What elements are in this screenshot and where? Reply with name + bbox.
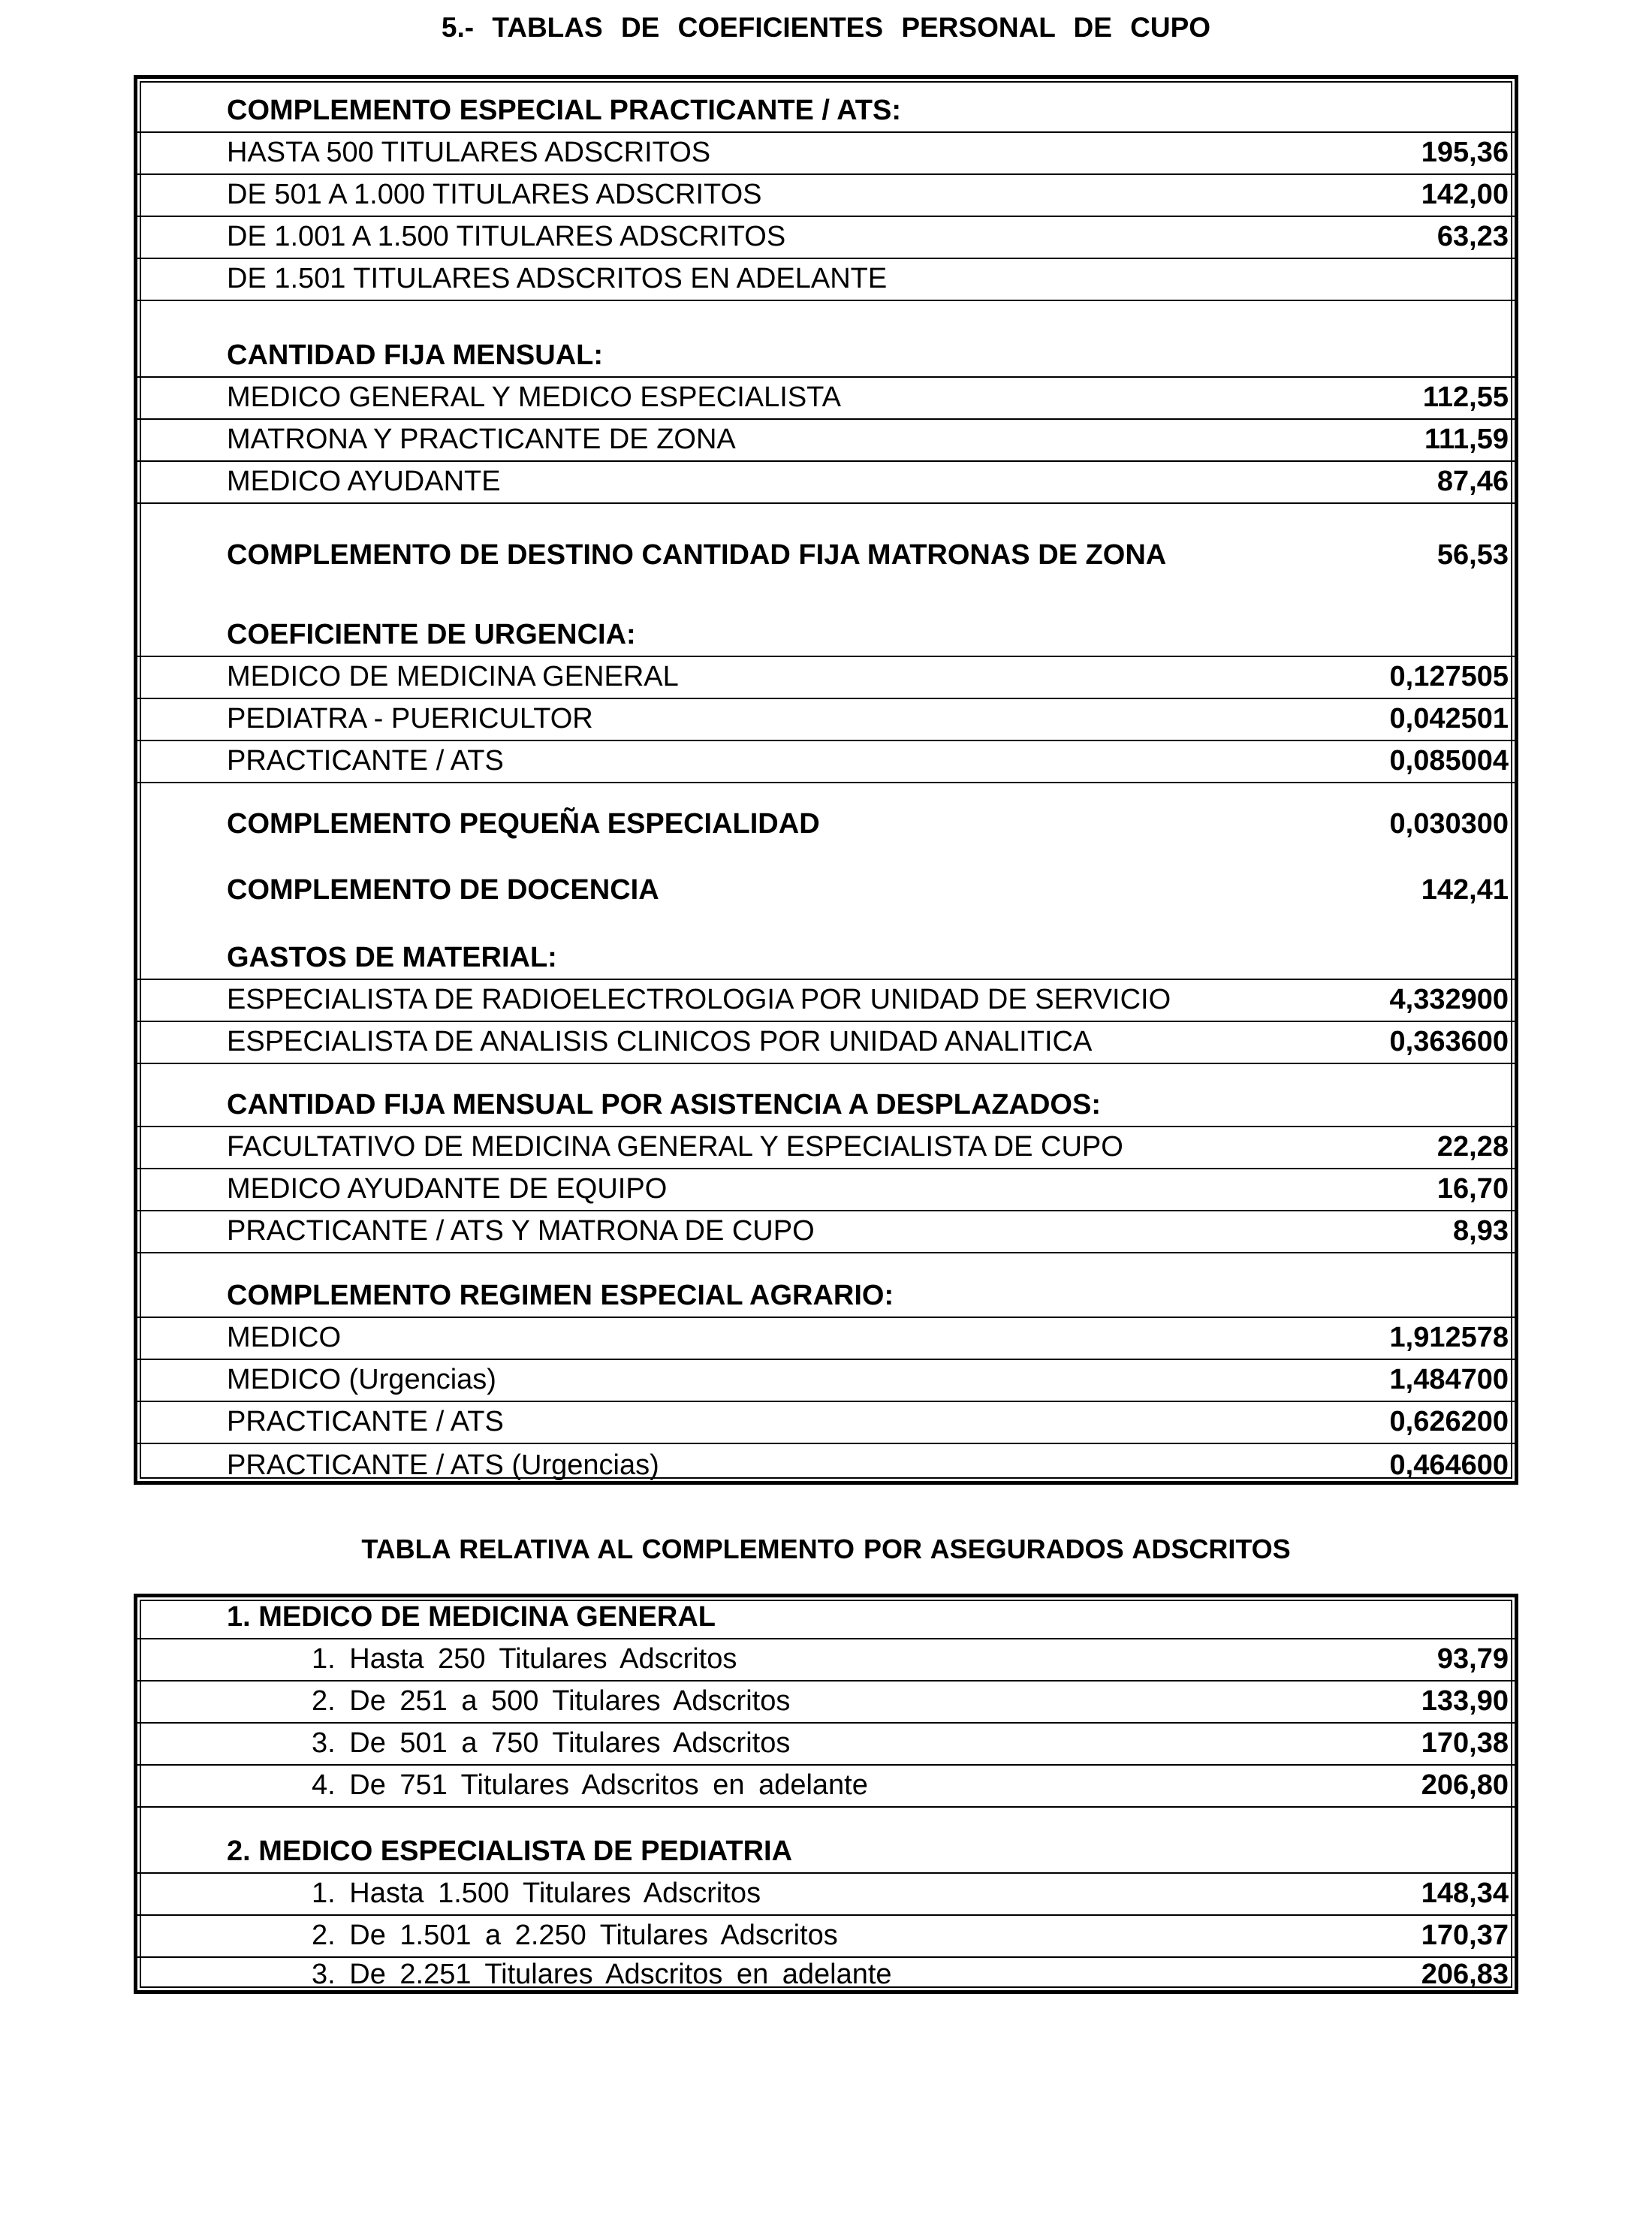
row-label: PRACTICANTE / ATS Y MATRONA DE CUPO [227,1215,815,1247]
row-value: 1,484700 [1389,1364,1509,1395]
section-header: COMPLEMENTO DE DOCENCIA [227,874,659,906]
section-header-row [137,1808,1515,1874]
table-row [137,699,1515,741]
section-header-row [137,783,1515,852]
table-row [137,980,1515,1022]
section-header: COMPLEMENTO REGIMEN ESPECIAL AGRARIO: [227,1280,894,1311]
row-label: 4. De 751 Titulares Adscritos en adelante [312,1769,868,1801]
table-row [137,1022,1515,1064]
row-label: PRACTICANTE / ATS (Urgencias) [227,1449,659,1481]
section-header: GASTOS DE MATERIAL: [227,942,557,973]
section-header-row [137,918,1515,980]
section-header-row [137,1597,1515,1639]
table-row [137,741,1515,783]
row-value: 16,70 [1436,1173,1509,1205]
row-label: 2. De 1.501 a 2.250 Titulares Adscritos [312,1920,838,1951]
row-label: 1. Hasta 250 Titulares Adscritos [312,1643,737,1675]
row-value: 4,332900 [1389,984,1509,1015]
table-row [137,217,1515,259]
row-label: PRACTICANTE / ATS [227,745,504,777]
section-header-row [137,79,1515,133]
row-value: 93,79 [1436,1643,1509,1675]
table-row [137,462,1515,504]
table-row [137,1766,1515,1808]
section-header: COMPLEMENTO ESPECIAL PRACTICANTE / ATS: [227,95,901,126]
section-header-row [137,1253,1515,1318]
row-value: 0,127505 [1389,661,1509,692]
row-value: 8,93 [1453,1215,1509,1247]
row-label: 1. Hasta 1.500 Titulares Adscritos [312,1878,761,1909]
insured-complement-table [134,1594,1518,1994]
row-value: 0,042501 [1389,703,1509,734]
row-label: FACULTATIVO DE MEDICINA GENERAL Y ESPECIALISTA DE CUPO [227,1131,1123,1163]
row-value: 0,363600 [1389,1026,1509,1057]
row-value: 170,38 [1421,1727,1509,1759]
section-header-row [137,579,1515,657]
section-header: COEFICIENTE DE URGENCIA: [227,619,636,650]
table-row [137,1874,1515,1916]
section-value: 0,030300 [1389,808,1509,840]
table-row [137,1318,1515,1360]
row-value: 112,55 [1422,382,1509,413]
section-header-row [137,852,1515,918]
row-label: ESPECIALISTA DE RADIOELECTROLOGIA POR UNIDAD DE SERVICIO [227,984,1171,1015]
table-row [137,1169,1515,1211]
table2-title: TABLA RELATIVA AL COMPLEMENTO POR ASEGURADOS ADSCRITOS [361,1534,1291,1564]
table-row [137,1682,1515,1724]
row-label: MEDICO (Urgencias) [227,1364,496,1395]
section-header: COMPLEMENTO DE DESTINO CANTIDAD FIJA MATRONAS DE ZONA [227,539,1167,571]
row-label: MEDICO AYUDANTE DE EQUIPO [227,1173,668,1205]
row-value: 87,46 [1436,466,1509,497]
section-header-row [137,504,1515,579]
row-label: MATRONA Y PRACTICANTE DE ZONA [227,424,736,455]
row-value: 111,59 [1424,424,1509,455]
row-value: 0,085004 [1389,745,1509,777]
table-row [137,1402,1515,1444]
table-row [137,1211,1515,1253]
document-title: 5.- TABLAS DE COEFICIENTES PERSONAL DE CUPO [441,12,1211,43]
row-value: 63,23 [1436,221,1509,252]
row-value: 22,28 [1436,1131,1509,1163]
row-label: 3. De 2.251 Titulares Adscritos en adelante [312,1959,892,1990]
row-label: HASTA 500 TITULARES ADSCRITOS [227,137,711,168]
row-value: 142,00 [1421,179,1509,210]
row-label: PEDIATRA - PUERICULTOR [227,703,593,734]
row-label: MEDICO GENERAL Y MEDICO ESPECIALISTA [227,382,841,413]
table-row [137,1127,1515,1169]
section-header: 2. MEDICO ESPECIALISTA DE PEDIATRIA [227,1835,793,1867]
row-value: 0,464600 [1389,1449,1509,1481]
table-row [137,259,1515,301]
row-value: 1,912578 [1389,1322,1509,1353]
row-label: MEDICO DE MEDICINA GENERAL [227,661,679,692]
row-value: 133,90 [1421,1685,1509,1717]
section-header-row [137,301,1515,378]
section-value: 56,53 [1436,539,1509,571]
row-label: DE 501 A 1.000 TITULARES ADSCRITOS [227,179,762,210]
table-row [137,175,1515,217]
row-label: 3. De 501 a 750 Titulares Adscritos [312,1727,791,1759]
table-row [137,1639,1515,1682]
section-header: CANTIDAD FIJA MENSUAL POR ASISTENCIA A DESPLAZADOS: [227,1089,1101,1121]
row-label: MEDICO AYUDANTE [227,466,501,497]
section-value: 142,41 [1421,874,1509,906]
table-row [137,420,1515,462]
row-value: 0,626200 [1389,1406,1509,1437]
table-row [137,657,1515,699]
table-row [137,133,1515,175]
row-label: ESPECIALISTA DE ANALISIS CLINICOS POR UNIDAD ANALITICA [227,1026,1093,1057]
row-value: 148,34 [1421,1878,1509,1909]
coefficients-table [134,75,1518,1485]
table-row [137,1360,1515,1402]
row-label: DE 1.001 A 1.500 TITULARES ADSCRITOS [227,221,786,252]
section-header: COMPLEMENTO PEQUEÑA ESPECIALIDAD [227,808,820,840]
row-value: 206,80 [1421,1769,1509,1801]
row-label: 2. De 251 a 500 Titulares Adscritos [312,1685,791,1717]
row-value: 170,37 [1421,1920,1509,1951]
row-label: DE 1.501 TITULARES ADSCRITOS EN ADELANTE [227,263,888,294]
table-row [137,1444,1515,1483]
section-header: CANTIDAD FIJA MENSUAL: [227,339,604,371]
table-row [137,1916,1515,1958]
row-value: 195,36 [1421,137,1509,168]
row-label: PRACTICANTE / ATS [227,1406,504,1437]
table-row [137,1724,1515,1766]
row-label: MEDICO [227,1322,341,1353]
section-header: 1. MEDICO DE MEDICINA GENERAL [227,1601,716,1633]
table-row [137,1958,1515,1991]
row-value: 206,83 [1421,1959,1509,1990]
section-header-row [137,1064,1515,1127]
table-row [137,378,1515,420]
